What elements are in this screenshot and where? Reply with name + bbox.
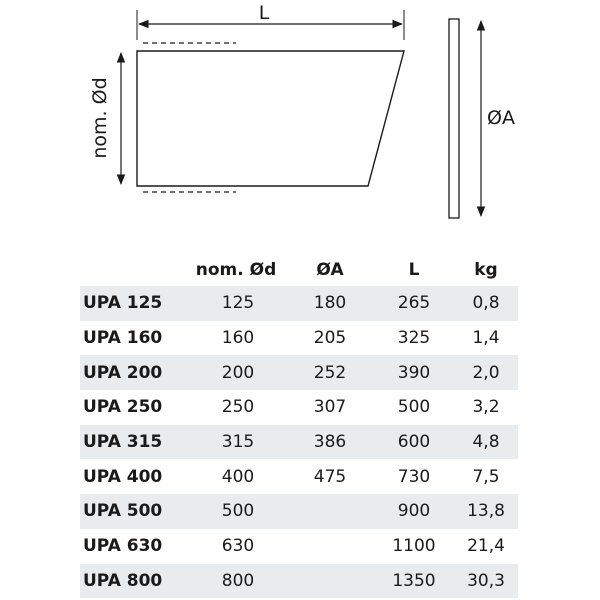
spec-table (80, 254, 518, 598)
nominal-diameter-cell: 400 (221, 466, 255, 487)
weight-cell: 3,2 (472, 397, 500, 418)
table-row (80, 564, 518, 599)
table-row (80, 494, 518, 529)
model-cell: UPA 400 (83, 466, 163, 487)
nominal-diameter-cell: 500 (186, 494, 286, 529)
end-plate (449, 19, 459, 218)
outer-diameter-cell (286, 529, 374, 564)
length-cell: 500 (397, 397, 431, 418)
side-view (137, 43, 404, 192)
table-row (80, 321, 518, 356)
end-view (449, 19, 515, 218)
model-cell: UPA 315 (80, 425, 186, 460)
table-body (80, 286, 518, 598)
header-nominal-diameter: nom. Ød (195, 260, 277, 280)
outer-diameter-cell: 307 (313, 397, 347, 418)
nominal-diameter-label: nom. Ød (89, 77, 111, 159)
weight-cell: 2,0 (454, 355, 518, 390)
model-cell: UPA 630 (83, 536, 163, 557)
header-model (80, 254, 186, 286)
length-dimension (137, 2, 404, 40)
length-cell: 600 (374, 425, 454, 460)
nominal-diameter-cell: 200 (186, 355, 286, 390)
weight-cell: 4,8 (454, 425, 518, 460)
weight-cell: 7,5 (472, 466, 500, 487)
outer-diameter-cell: 475 (313, 466, 347, 487)
dimension-drawing (0, 0, 600, 240)
model-cell: UPA 250 (83, 397, 163, 418)
table-row (80, 459, 518, 494)
header-outer-diameter: ØA (316, 260, 344, 280)
nominal-diameter-dimension (89, 53, 121, 184)
weight-cell: 30,3 (454, 564, 518, 599)
outer-diameter-cell: 180 (286, 286, 374, 321)
outer-diameter-label: ØA (487, 107, 515, 129)
table-row (80, 355, 518, 390)
length-cell: 325 (397, 328, 431, 349)
pipe-outline (137, 51, 404, 186)
table-row (80, 529, 518, 564)
nominal-diameter-cell: 125 (186, 286, 286, 321)
length-cell: 390 (374, 355, 454, 390)
nominal-diameter-cell: 315 (186, 425, 286, 460)
table-header-row (80, 254, 518, 286)
table-row (80, 390, 518, 425)
header-length: L (408, 260, 420, 280)
model-cell: UPA 125 (80, 286, 186, 321)
model-cell: UPA 800 (80, 564, 186, 599)
table-row (80, 425, 518, 460)
table-row (80, 286, 518, 321)
weight-cell: 0,8 (454, 286, 518, 321)
length-label: L (258, 2, 270, 24)
nominal-diameter-cell: 160 (221, 328, 255, 349)
nominal-diameter-cell: 250 (221, 397, 255, 418)
model-cell: UPA 200 (80, 355, 186, 390)
weight-cell: 13,8 (454, 494, 518, 529)
outer-diameter-cell (286, 564, 374, 599)
length-cell: 730 (397, 466, 431, 487)
header-weight: kg (474, 260, 498, 280)
length-cell: 265 (374, 286, 454, 321)
outer-diameter-cell: 252 (286, 355, 374, 390)
length-cell: 1100 (392, 536, 436, 557)
length-cell: 900 (374, 494, 454, 529)
outer-diameter-cell: 386 (286, 425, 374, 460)
model-cell: UPA 500 (80, 494, 186, 529)
nominal-diameter-cell: 630 (221, 536, 255, 557)
nominal-diameter-cell: 800 (186, 564, 286, 599)
outer-diameter-cell: 205 (313, 328, 347, 349)
model-cell: UPA 160 (83, 328, 163, 349)
weight-cell: 1,4 (472, 328, 500, 349)
length-cell: 1350 (374, 564, 454, 599)
outer-diameter-cell (286, 494, 374, 529)
weight-cell: 21,4 (467, 536, 505, 557)
